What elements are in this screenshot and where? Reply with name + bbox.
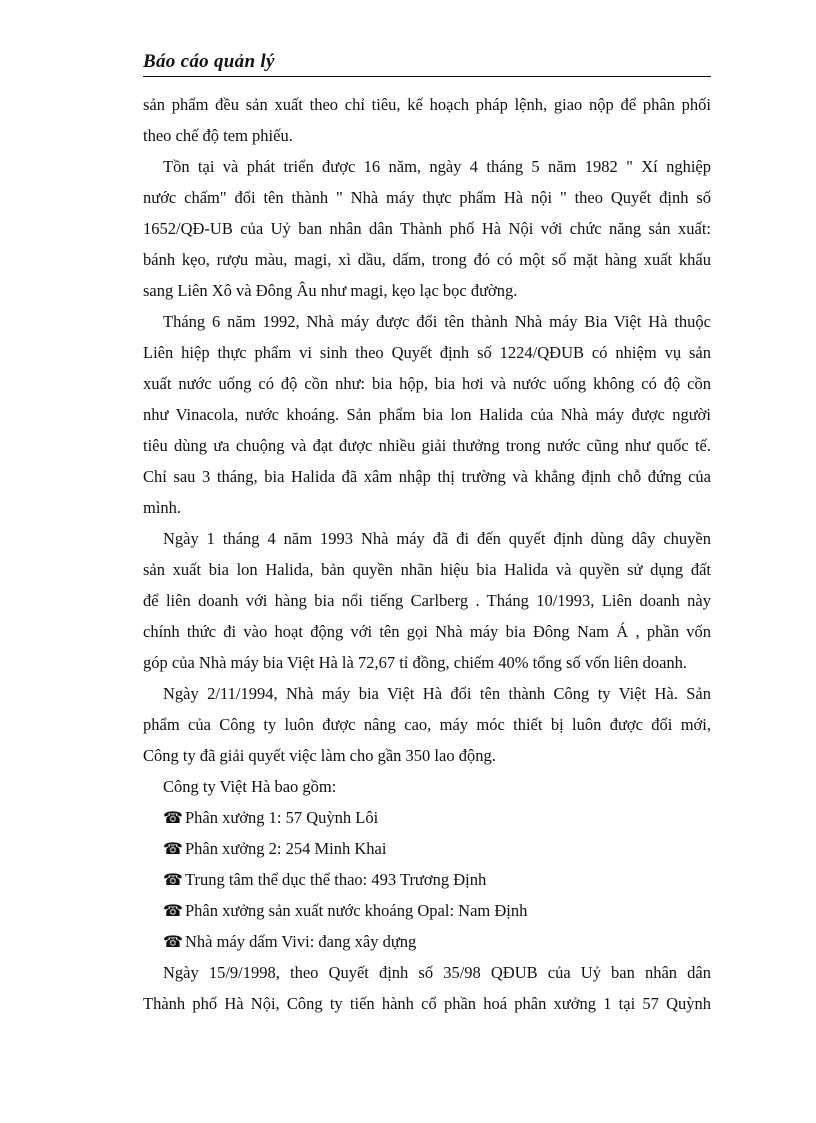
text-line: Công ty đã giải quyết việc làm cho gần 350 lao động. (143, 746, 496, 765)
text-line: 1652/QĐ-UB của Uỷ ban nhân dân Thành phố Hà Nội với chức năng sản xuất: (143, 219, 711, 238)
list-item-text: Nhà máy dấm Vivi: đang xây dựng (185, 932, 417, 951)
text-line: Thành phố Hà Nội, Công ty tiến hành cổ phần hoá phân xưởng 1 tại 57 Quỳnh (143, 994, 711, 1013)
list-item (143, 895, 711, 926)
text-line: để liên doanh với hàng bia nổi tiếng Carlberg . Tháng 10/1993, Liên doanh này (143, 591, 711, 610)
telephone-icon: ☎ (163, 870, 183, 889)
list-item-text: Phân xưởng 2: 254 Minh Khai (185, 839, 387, 858)
telephone-icon: ☎ (163, 839, 183, 858)
document-body (143, 89, 711, 1019)
list-item (143, 864, 711, 895)
text-line: sang Liên Xô và Đông Âu như magi, kẹo lạc bọc đường. (143, 281, 518, 300)
text-line: sản phẩm đều sản xuất theo chỉ tiêu, kế hoạch pháp lệnh, giao nộp để phân phối (143, 95, 711, 114)
text-line: mình. (143, 498, 182, 517)
text-line: nước chấm" đổi tên thành " Nhà máy thực phẩm Hà nội " theo Quyết định số (143, 188, 711, 207)
text-line: Công ty Việt Hà bao gồm: (163, 777, 337, 796)
text-line: tiêu dùng ưa chuộng và đạt được nhiều giải thưởng trong nước cũng như quốc tế. (143, 436, 711, 455)
text-line: góp của Nhà máy bia Việt Hà là 72,67 tỉ đồng, chiếm 40% tổng số vốn liên doanh. (143, 653, 688, 672)
text-line: phẩm của Công ty luôn được nâng cao, máy móc thiết bị luôn được đổi mới, (143, 715, 711, 734)
list-item-text: Phân xưởng 1: 57 Quỳnh Lôi (185, 808, 379, 827)
text-line: Ngày 2/11/1994, Nhà máy bia Việt Hà đổi tên thành Công ty Việt Hà. Sản (163, 684, 711, 703)
list-item-text: Phân xưởng sản xuất nước khoáng Opal: Nam Định (185, 901, 528, 920)
text-line: xuất nước uống có độ cồn như: bia hộp, bia hơi và nước uống không có độ cồn (143, 374, 711, 393)
text-line: Chỉ sau 3 tháng, bia Halida đã xâm nhập thị trường và khẳng định chỗ đứng của (143, 467, 711, 486)
list-item (143, 802, 711, 833)
header-title: Báo cáo quản lý (143, 51, 275, 72)
text-line: Ngày 15/9/1998, theo Quyết định số 35/98 QĐUB của Uỷ ban nhân dân (163, 963, 711, 982)
page-header (143, 52, 711, 77)
text-line: Liên hiệp thực phẩm vi sinh theo Quyết định số 1224/QĐUB có nhiệm vụ sản (143, 343, 711, 362)
list-item (143, 833, 711, 864)
list-item-text: Trung tâm thể dục thể thao: 493 Trương Định (185, 870, 487, 889)
text-line: sản xuất bia lon Halida, bản quyền nhãn hiệu bia Halida và quyền sử dụng đất (143, 560, 711, 579)
telephone-icon: ☎ (163, 932, 183, 951)
text-line: như Vinacola, nước khoáng. Sản phẩm bia lon Halida của Nhà máy được người (143, 405, 711, 424)
telephone-icon: ☎ (163, 901, 183, 920)
text-line: bánh kẹo, rượu màu, magi, xì dầu, dấm, trong đó có một số mặt hàng xuất khẩu (143, 250, 711, 269)
text-line: Ngày 1 tháng 4 năm 1993 Nhà máy đã đi đến quyết định dùng dây chuyền (163, 529, 711, 548)
text-line: Tháng 6 năm 1992, Nhà máy được đổi tên thành Nhà máy Bia Việt Hà thuộc (163, 312, 711, 331)
telephone-icon: ☎ (163, 808, 183, 827)
list-item (143, 926, 711, 957)
text-line: Tồn tại và phát triển được 16 năm, ngày 4 tháng 5 năm 1982 " Xí nghiệp (163, 157, 711, 176)
text-line: chính thức đi vào hoạt động với tên gọi Nhà máy bia Đông Nam Á , phần vốn (143, 622, 711, 641)
text-line: theo chế độ tem phiếu. (143, 126, 293, 145)
